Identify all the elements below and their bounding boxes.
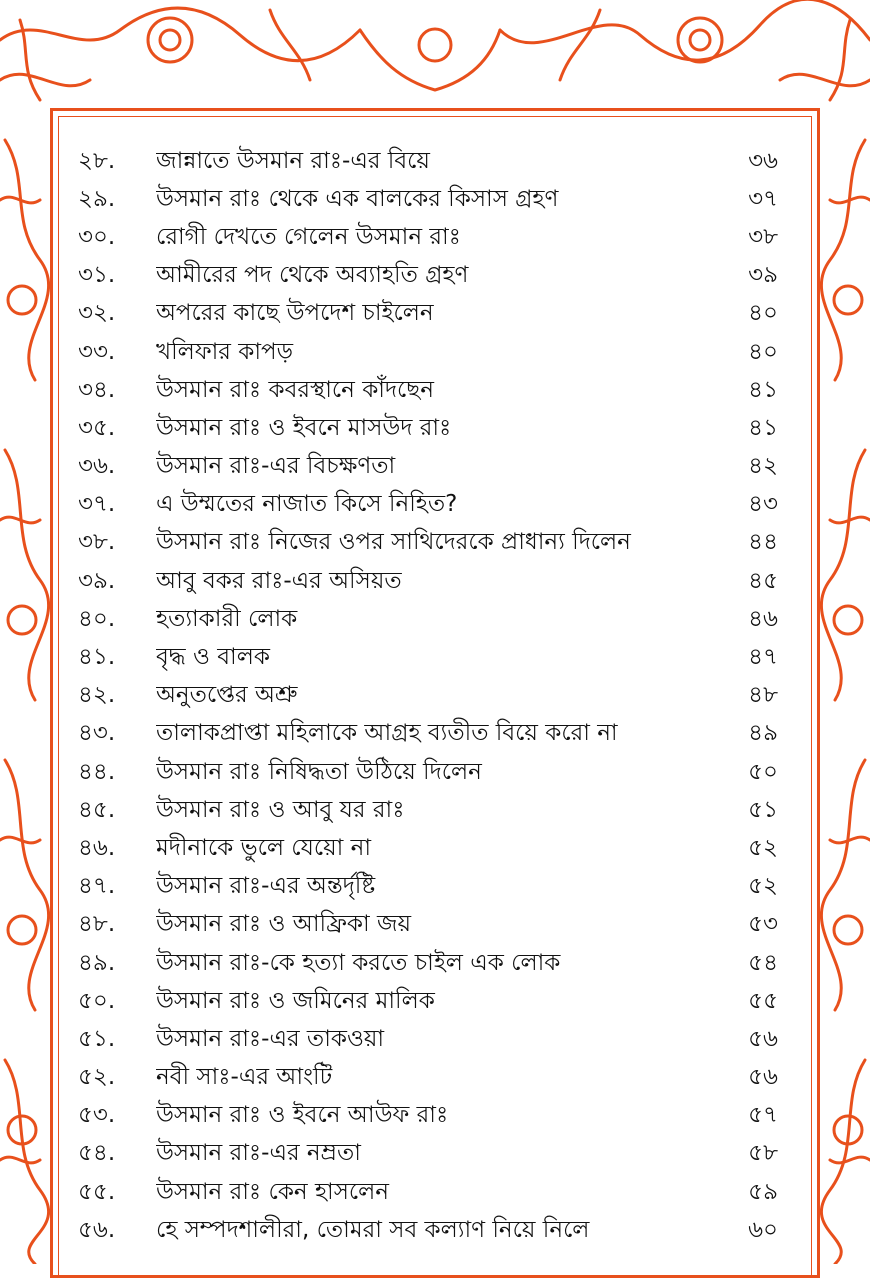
toc-entry xyxy=(78,371,778,409)
toc-entry-title: আবু বকর রাঃ-এর অসিয়ত xyxy=(156,567,402,594)
toc-entry-number: ৩০. xyxy=(78,223,116,250)
toc-entry-page-number: ৩৬ xyxy=(748,147,778,174)
toc-entry xyxy=(78,638,778,676)
toc-entry-title: উসমান রাঃ-এর নম্রতা xyxy=(156,1140,361,1167)
toc-entry-page-number: ৫২ xyxy=(748,834,778,861)
toc-entry-title: উসমান রাঃ ও আবু যর রাঃ xyxy=(156,796,405,823)
toc-entry-page-number: ৫৬ xyxy=(748,1064,778,1091)
toc-entry xyxy=(78,753,778,791)
toc-entry-number: ৩৪. xyxy=(78,376,116,403)
toc-entry-title: উসমান রাঃ থেকে এক বালকের কিসাস গ্রহণ xyxy=(156,185,559,212)
toc-entry-page-number: ৪৪ xyxy=(748,529,778,556)
toc-entry-page-number: ৫৮ xyxy=(748,1140,778,1167)
toc-entry-number: ২৮. xyxy=(78,147,116,174)
toc-entry-page-number: ৫৯ xyxy=(748,1178,778,1205)
toc-entry-page-number: ৩৭ xyxy=(748,185,778,212)
toc-entry xyxy=(78,409,778,447)
toc-entry-title: উসমান রাঃ কেন হাসলেন xyxy=(156,1178,390,1205)
toc-entry-number: ৩২. xyxy=(78,300,116,327)
toc-entry xyxy=(78,715,778,753)
toc-entry xyxy=(78,677,778,715)
toc-entry-number: ৫২. xyxy=(78,1064,116,1091)
toc-entry xyxy=(78,218,778,256)
toc-entry-number: ৪৪. xyxy=(78,758,116,785)
toc-entry xyxy=(78,562,778,600)
toc-entry xyxy=(78,982,778,1020)
toc-entry-page-number: ৫১ xyxy=(748,796,778,823)
toc-entry-number: ৪৯. xyxy=(78,949,116,976)
toc-entry-number: ৪৮. xyxy=(78,911,116,938)
toc-entry xyxy=(78,1211,778,1249)
toc-entry-page-number: ৫৬ xyxy=(748,1025,778,1052)
toc-entry-number: ২৯. xyxy=(78,185,116,212)
toc-entry xyxy=(78,1135,778,1173)
toc-entry-title: হে সম্পদশালীরা, তোমরা সব কল্যাণ নিয়ে নিলে xyxy=(156,1216,590,1243)
toc-entry-number: ৪৩. xyxy=(78,720,116,747)
toc-entry-number: ৫৩. xyxy=(78,1102,116,1129)
toc-entry-number: ৫১. xyxy=(78,1025,116,1052)
toc-entry-page-number: ৪১ xyxy=(748,376,778,403)
toc-entry-title: উসমান রাঃ নিষিদ্ধতা উঠিয়ে দিলেন xyxy=(156,758,482,785)
toc-entry xyxy=(78,142,778,180)
toc-entry-page-number: ৪৫ xyxy=(748,567,778,594)
toc-entry xyxy=(78,906,778,944)
toc-entry-title: এ উম্মতের নাজাত কিসে নিহিত? xyxy=(156,491,458,518)
toc-entry-page-number: ৪৭ xyxy=(748,644,778,671)
toc-entry-number: ৩৩. xyxy=(78,338,116,365)
toc-entry-title: উসমান রাঃ ও ইবনে আউফ রাঃ xyxy=(156,1102,449,1129)
toc-entry-title: নবী সাঃ-এর আংটি xyxy=(156,1064,333,1091)
toc-entry-number: ৩৯. xyxy=(78,567,116,594)
toc-entry-number: ৪০. xyxy=(78,605,116,632)
toc-entry-number: ৪৬. xyxy=(78,834,116,861)
toc-entry xyxy=(78,1020,778,1058)
toc-entry-number: ৪১. xyxy=(78,644,116,671)
toc-entry-number: ৩৬. xyxy=(78,453,116,480)
table-of-contents xyxy=(78,142,778,1249)
toc-entry-title: উসমান রাঃ ও আফ্রিকা জয় xyxy=(156,911,412,938)
toc-entry-title: খলিফার কাপড় xyxy=(156,338,294,365)
toc-entry-number: ৫৬. xyxy=(78,1216,116,1243)
toc-entry-number: ৪৭. xyxy=(78,873,116,900)
toc-entry xyxy=(78,180,778,218)
toc-entry-number: ৩৭. xyxy=(78,491,116,518)
toc-entry-number: ৩১. xyxy=(78,262,116,289)
toc-entry-page-number: ৪২ xyxy=(748,453,778,480)
toc-entry-page-number: ৪০ xyxy=(748,300,778,327)
toc-entry-title: হত্যাকারী লোক xyxy=(156,605,298,632)
toc-entry xyxy=(78,600,778,638)
toc-entry xyxy=(78,448,778,486)
toc-entry-page-number: ৫৭ xyxy=(748,1102,778,1129)
toc-entry-number: ৩৮. xyxy=(78,529,116,556)
toc-entry xyxy=(78,868,778,906)
toc-entry-page-number: ৬০ xyxy=(748,1216,778,1243)
toc-entry xyxy=(78,1097,778,1135)
toc-entry-title: জান্নাতে উসমান রাঃ-এর বিয়ে xyxy=(156,147,430,174)
toc-entry-title: আমীরের পদ থেকে অব্যাহতি গ্রহণ xyxy=(156,262,469,289)
toc-entry-page-number: ৩৮ xyxy=(748,223,778,250)
toc-entry-number: ৫৪. xyxy=(78,1140,116,1167)
toc-entry-page-number: ৫৩ xyxy=(748,911,778,938)
toc-entry-title: রোগী দেখতে গেলেন উসমান রাঃ xyxy=(156,223,461,250)
toc-entry xyxy=(78,1059,778,1097)
toc-entry-number: ৫৫. xyxy=(78,1178,116,1205)
toc-entry-title: উসমান রাঃ-কে হত্যা করতে চাইল এক লোক xyxy=(156,949,561,976)
toc-entry xyxy=(78,524,778,562)
toc-entry-title: উসমান রাঃ ও ইবনে মাসউদ রাঃ xyxy=(156,414,452,441)
toc-entry xyxy=(78,257,778,295)
toc-entry-title: উসমান রাঃ-এর বিচক্ষণতা xyxy=(156,453,396,480)
toc-entry-page-number: ৪৮ xyxy=(748,682,778,709)
toc-entry xyxy=(78,333,778,371)
toc-entry-title: উসমান রাঃ ও জমিনের মালিক xyxy=(156,987,435,1014)
toc-entry-title: উসমান রাঃ-এর অন্তর্দৃষ্টি xyxy=(156,873,376,900)
toc-entry-title: অপরের কাছে উপদেশ চাইলেন xyxy=(156,300,434,327)
toc-entry-page-number: ৫২ xyxy=(748,873,778,900)
toc-entry-page-number: ৪১ xyxy=(748,414,778,441)
toc-entry-title: তালাকপ্রাপ্তা মহিলাকে আগ্রহ ব্যতীত বিয়ে করো না xyxy=(156,720,618,747)
toc-entry-page-number: ৫৪ xyxy=(748,949,778,976)
toc-entry-page-number: ৫০ xyxy=(748,758,778,785)
toc-entry-number: ৩৫. xyxy=(78,414,116,441)
toc-entry-title: অনুতপ্তের অশ্রু xyxy=(156,682,298,709)
toc-entry-page-number: ৫৫ xyxy=(748,987,778,1014)
toc-entry-title: উসমান রাঃ কবরস্থানে কাঁদছেন xyxy=(156,376,434,403)
toc-entry-page-number: ৪৯ xyxy=(748,720,778,747)
toc-entry xyxy=(78,486,778,524)
toc-entry-title: উসমান রাঃ-এর তাকওয়া xyxy=(156,1025,385,1052)
toc-entry-number: ৪২. xyxy=(78,682,116,709)
toc-entry xyxy=(78,1173,778,1211)
toc-entry-title: উসমান রাঃ নিজের ওপর সাথিদেরকে প্রাধান্য দিলেন xyxy=(156,529,631,556)
toc-entry xyxy=(78,944,778,982)
toc-entry-title: বৃদ্ধ ও বালক xyxy=(156,644,270,671)
toc-entry xyxy=(78,829,778,867)
toc-entry-number: ৪৫. xyxy=(78,796,116,823)
toc-entry-page-number: ৪০ xyxy=(748,338,778,365)
toc-entry xyxy=(78,295,778,333)
toc-entry xyxy=(78,791,778,829)
toc-entry-page-number: ৪৩ xyxy=(748,491,778,518)
toc-entry-title: মদীনাকে ভুলে যেয়ো না xyxy=(156,834,372,861)
toc-entry-page-number: ৪৬ xyxy=(748,605,778,632)
toc-entry-page-number: ৩৯ xyxy=(748,262,778,289)
toc-entry-number: ৫০. xyxy=(78,987,116,1014)
